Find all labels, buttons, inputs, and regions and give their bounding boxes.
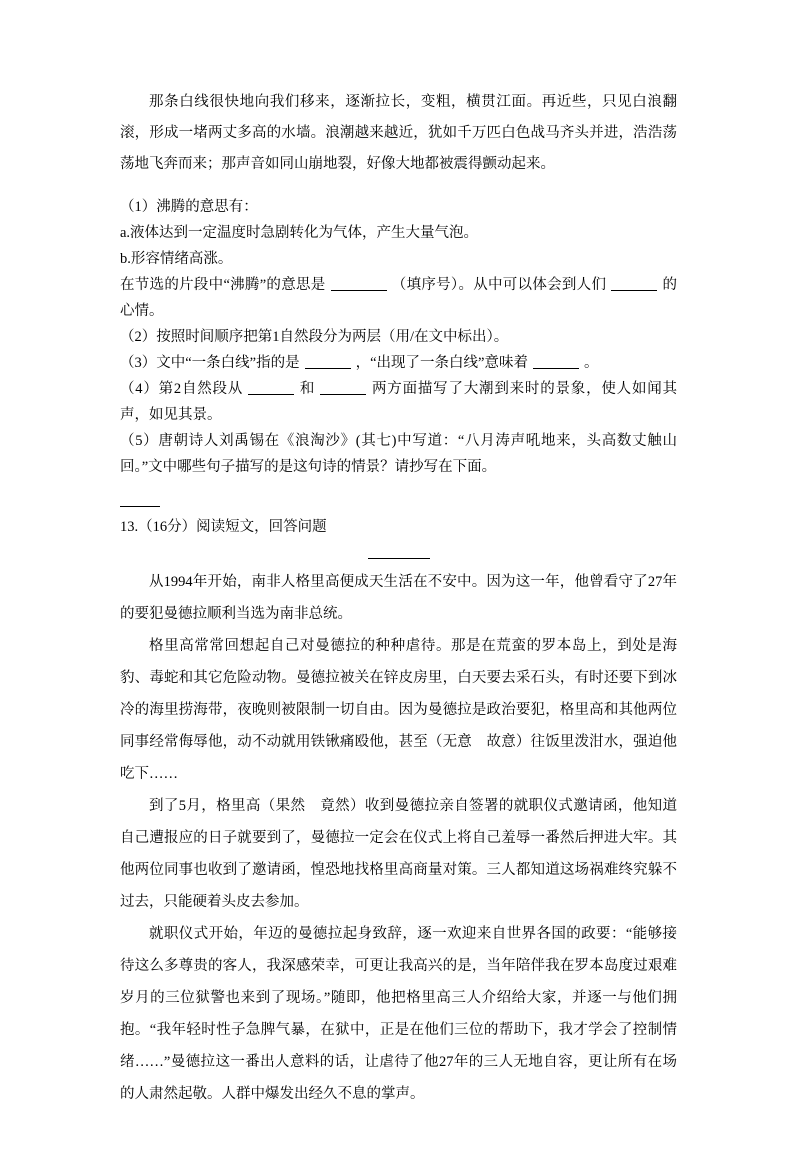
answer-blank-line xyxy=(120,488,677,514)
questions-block xyxy=(120,194,677,480)
passage-block xyxy=(120,566,677,1110)
question-4-text-2: 和 xyxy=(299,381,316,397)
passage-paragraph-4: 就职仪式开始，年迈的曼德拉起身致辞，逐一欢迎来自世界各国的政要：“能够接待这么多尊贵的客人，我深感荣幸，可更让我高兴的是，当年陪伴我在罗本岛度过艰难岁月的三位狱警也来到了现场。”随即，他把格里高三人介绍给大家，并逐一与他们拥抱。“我年轻时性子急脾气暴，在狱中，正是在他们三位的帮助下，我才学会了控制情绪……”曼德拉这一番出人意料的话，让虐待了他27年的三人无地自容，更让所有在场的人肃然起敬。人群中爆发出经久不息的掌声。 xyxy=(120,926,677,1102)
question-4-text-3: 两方面描写了大潮到来时的景象，使人如闻其声，如见其景。 xyxy=(120,381,678,423)
passage-paragraph-3: 到了5月，格里高（果然 竟然）收到曼德拉亲自签署的就职仪式邀请函，他知道自己遭报应的日子就要到了，曼德拉一定会在仪式上将自己羞辱一番然后押进大牢。其他两位同事也收到了邀请函，惶恐地找格里高商量对策。三人都知道这场祸难终究躲不过去，只能硬着头皮去参加。 xyxy=(120,798,677,910)
question-3-text-1: （3）文中“一条白线”指的是 xyxy=(120,355,300,371)
fill-blank xyxy=(320,383,366,395)
passage-paragraph-1: 从1994年开始，南非人格里高便成天生活在不安中。因为这一年，他曾看守了27年的要犯曼德拉顺利当选为南非总统。 xyxy=(120,574,677,622)
question-2: （2）按照时间顺序把第1自然段分为两层（用/在文中标出）。 xyxy=(120,329,509,345)
question-1-fill-text-1: 在节选的片段中“沸腾”的意思是 xyxy=(120,277,326,293)
question-3-text-3: 。 xyxy=(584,355,599,371)
question-1-fill-line xyxy=(120,272,677,324)
answer-blank xyxy=(120,495,160,507)
question-3-text-2: ，“出现了一条白线”意味着 xyxy=(355,355,528,371)
question-1-fill-text-2: （填序号）。从中可以体会到人们 xyxy=(391,277,607,293)
fill-blank xyxy=(611,279,657,291)
question-1-option-a: a.液体达到一定温度时急剧转化为气体，产生大量气泡。 xyxy=(120,225,479,241)
excerpt-paragraph: 那条白线很快地向我们移来，逐渐拉长，变粗，横贯江面。再近些，只见白浪翻滚，形成一堵两丈多高的水墙。浪潮越来越近，犹如千万匹白色战马齐头并进，浩浩荡荡地飞奔而来；那声音如同山崩地裂，好像大地都被震得颤动起来。 xyxy=(120,94,677,172)
question-13-heading: 13.（16分）阅读短文，回答问题 xyxy=(120,519,327,535)
question-1-fill-text-3: 的心情。 xyxy=(120,277,677,319)
question-1-option-b: b.形容情绪高涨。 xyxy=(120,251,233,267)
fill-blank xyxy=(248,383,294,395)
passage-title-blank xyxy=(368,547,430,559)
passage-paragraph-2: 格里高常常回想起自己对曼德拉的种种虐待。那是在荒蛮的罗本岛上，到处是海豹、毒蛇和其它危险动物。曼德拉被关在锌皮房里，白天要去采石头，有时还要下到冰冷的海里捞海带，夜晚则被限制一切自由。因为曼德拉是政治要犯，格里高和其他两位同事经常侮辱他，动不动就用铁锹痛殴他，甚至（无意 故意）往饭里泼泔水，强迫他吃下…… xyxy=(120,638,677,782)
question-3-line xyxy=(120,350,677,376)
question-5: （5）唐朝诗人刘禹锡在《浪淘沙》(其七)中写道：“八月涛声吼地来，头高数丈触山回。”文中哪些句子描写的是这句诗的情景？请抄写在下面。 xyxy=(120,433,677,475)
question-4-text-1: （4）第2自然段从 xyxy=(120,381,244,397)
fill-blank xyxy=(305,357,351,369)
question-4-line xyxy=(120,376,677,428)
passage-title-blank-line xyxy=(120,540,677,566)
fill-blank xyxy=(533,357,579,369)
fill-blank xyxy=(331,279,387,291)
question-1-intro: （1）沸腾的意思有： xyxy=(120,199,258,215)
